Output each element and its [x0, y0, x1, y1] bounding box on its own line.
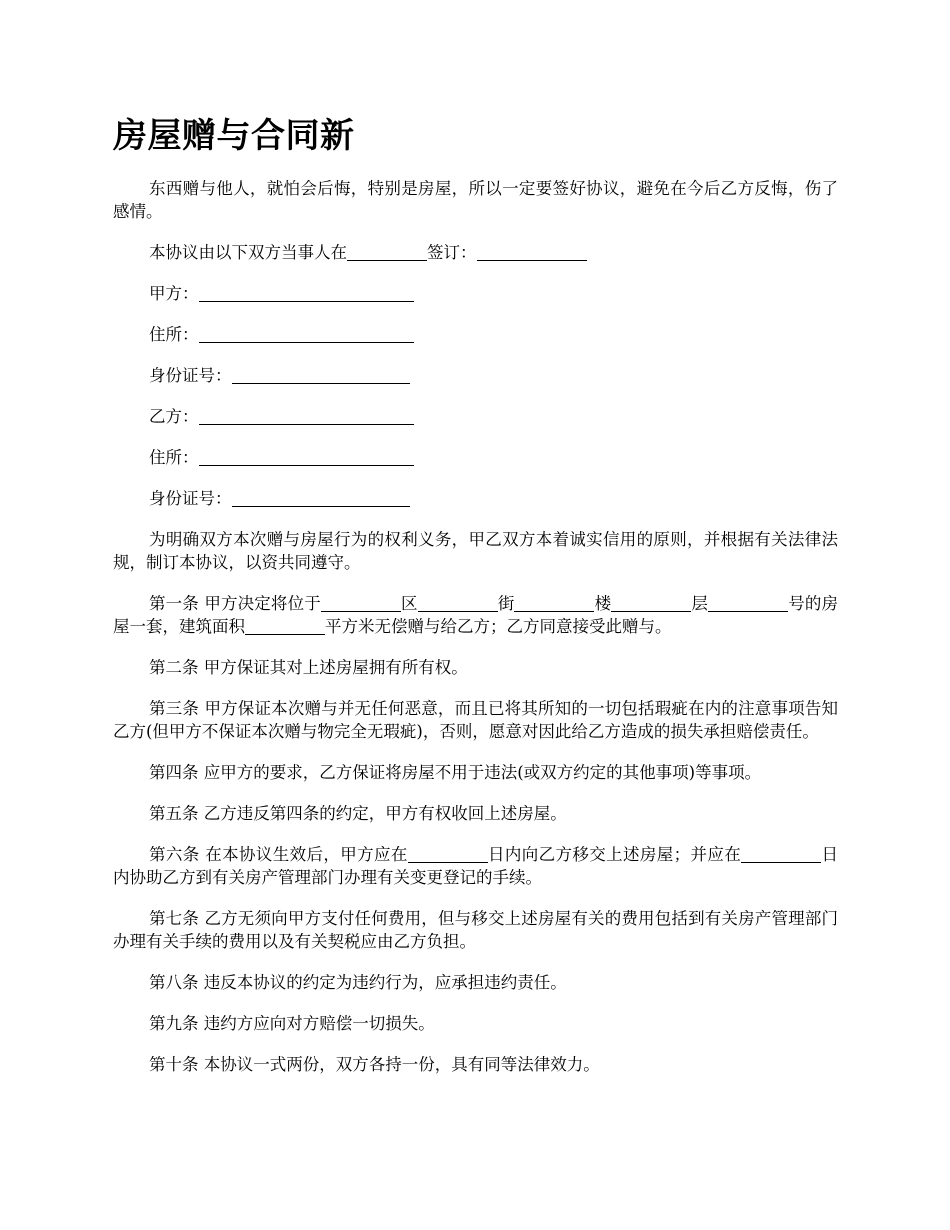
party-a-address-blank: [199, 341, 414, 343]
registration-days-blank: [741, 861, 821, 863]
article-3: 第三条 甲方保证本次赠与并无任何恶意，而且已将其所知的一切包括瑕疵在内的注意事项告知乙方(但甲方不保证本次赠与物完全无瑕疵)，否则，愿意对因此给乙方造成的损失承担赔偿责任。: [113, 699, 838, 741]
party-b-name-field: [113, 405, 838, 428]
sign-line: [113, 241, 838, 264]
street-blank: [418, 610, 498, 612]
article-4: 第四条 应甲方的要求，乙方保证将房屋不用于违法(或双方约定的其他事项)等事项。: [149, 763, 762, 782]
article-1-part-5: 层: [691, 594, 709, 613]
party-b-address-field: [113, 446, 838, 469]
handover-days-blank: [408, 861, 488, 863]
district-blank: [321, 610, 401, 612]
party-b-address-blank: [199, 464, 414, 466]
article-2: 第二条 甲方保证其对上述房屋拥有所有权。: [149, 658, 468, 677]
party-a-id-blank: [232, 382, 410, 384]
article-1-part-7: 平方米无偿赠与给乙方；乙方同意接受此赠与。: [325, 617, 672, 636]
article-9: 第九条 违约方应向对方赔偿一切损失。: [149, 1014, 435, 1033]
article-10: 第十条 本协议一式两份，双方各持一份，具有同等法律效力。: [149, 1055, 600, 1074]
document-title: 房屋赠与合同新: [113, 116, 355, 156]
article-6-part-1: 第六条 在本协议生效后，甲方应在: [149, 845, 408, 864]
party-a-id-field: [113, 364, 838, 387]
article-1-part-6: 号的房屋一套，建筑面积: [113, 594, 839, 636]
party-a-id-label: 身份证号：: [149, 366, 232, 385]
party-b-name-blank: [199, 423, 414, 425]
building-blank: [514, 610, 594, 612]
party-b-id-blank: [232, 505, 410, 507]
article-5: 第五条 乙方违反第四条的约定，甲方有权收回上述房屋。: [149, 804, 567, 823]
article-7: 第七条 乙方无须向甲方支付任何费用，但与移交上述房屋有关的费用包括到有关房产管理部门办理有关手续的费用以及有关契税应由乙方负担。: [113, 909, 838, 951]
party-b-id-field: [113, 487, 838, 510]
sign-line-prefix: 本协议由以下双方当事人在: [149, 243, 347, 262]
article-1: [113, 592, 838, 638]
article-1-part-2: 区: [400, 594, 418, 613]
article-1-part-3: 街: [497, 594, 515, 613]
area-blank: [245, 633, 325, 635]
party-b-id-label: 身份证号：: [149, 489, 232, 508]
party-a-name-field: [113, 282, 838, 305]
party-b-address-label: 住所：: [149, 448, 199, 467]
preamble-paragraph: 为明确双方本次赠与房屋行为的权利义务，甲乙双方本着诚实信用的原则，并根据有关法律法规，制订本协议，以资共同遵守。: [113, 530, 838, 572]
sign-place-blank: [347, 259, 427, 261]
intro-paragraph: 东西赠与他人，就怕会后悔，特别是房屋，所以一定要签好协议，避免在今后乙方反悔，伤了感情。: [113, 179, 838, 221]
party-b-name-label: 乙方：: [149, 407, 199, 426]
number-blank: [708, 610, 788, 612]
party-a-name-blank: [199, 300, 414, 302]
article-6: [113, 843, 838, 889]
article-8: 第八条 违反本协议的约定为违约行为，应承担违约责任。: [149, 973, 567, 992]
floor-blank: [611, 610, 691, 612]
document-body: [113, 177, 838, 1094]
article-1-part-1: 第一条 甲方决定将位于: [149, 594, 321, 613]
sign-date-blank: [477, 259, 587, 261]
article-6-part-2: 日内向乙方移交上述房屋；并应在: [487, 845, 742, 864]
article-6-part-3: 日内协助乙方到有关房产管理部门办理有关变更登记的手续。: [113, 845, 839, 887]
article-1-part-4: 楼: [594, 594, 612, 613]
party-a-name-label: 甲方：: [149, 284, 199, 303]
party-a-address-label: 住所：: [149, 325, 199, 344]
sign-line-middle: 签订：: [427, 243, 477, 262]
party-a-address-field: [113, 323, 838, 346]
